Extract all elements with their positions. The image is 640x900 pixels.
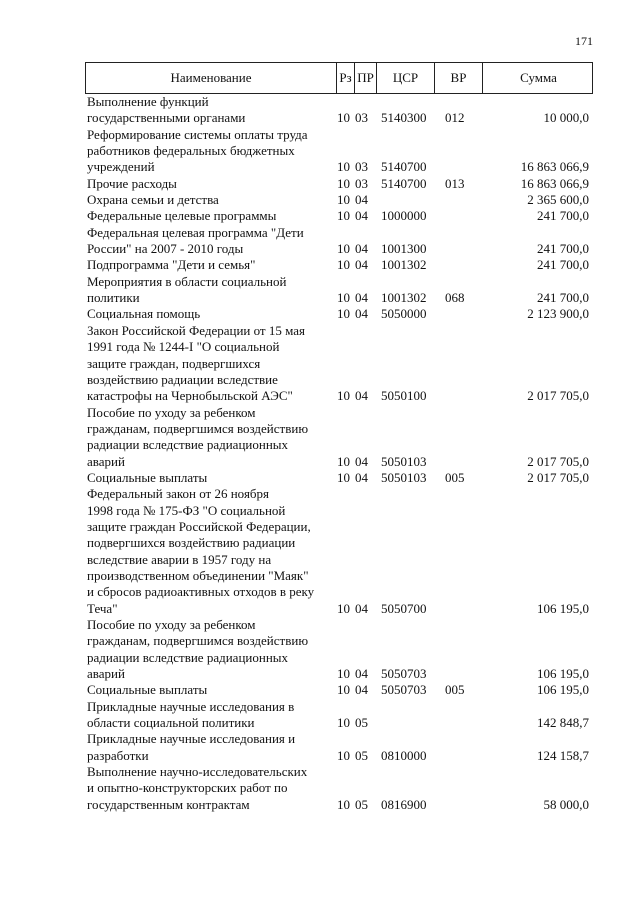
row-sum: 10 000,0 (543, 110, 589, 126)
row-pr: 04 (355, 192, 368, 208)
header-pr: ПР (354, 63, 376, 93)
row-name-line: Федеральная целевая программа "Дети (87, 224, 304, 240)
table-body (85, 94, 593, 813)
row-sum: 2 365 600,0 (527, 192, 589, 208)
row-csr: 1001300 (381, 241, 427, 257)
row-name (85, 176, 335, 192)
row-pr: 03 (355, 110, 368, 126)
row-rz: 10 (337, 600, 350, 616)
row-sum: 106 195,0 (537, 600, 589, 616)
table-row (85, 306, 593, 322)
row-sum: 16 863 066,9 (520, 175, 589, 191)
row-name-line: Реформирование системы оплаты труда (87, 126, 308, 142)
row-csr: 1000000 (381, 208, 427, 224)
row-vr: 005 (445, 682, 465, 698)
row-name (85, 405, 335, 470)
row-csr: 5050103 (381, 469, 427, 485)
row-name-line: Подпрограмма "Дети и семья" (87, 257, 256, 273)
table-row (85, 257, 593, 273)
row-name-line: России" на 2007 - 2010 годы (87, 241, 244, 257)
row-vr: 013 (445, 175, 465, 191)
row-name (85, 764, 335, 813)
table-row (85, 192, 593, 208)
row-name-line: производственном объединении "Маяк" (87, 567, 309, 583)
row-name-line: Прочие расходы (87, 175, 177, 191)
row-pr: 04 (355, 469, 368, 485)
row-name-line: Охрана семьи и детства (87, 192, 219, 208)
row-vr: 068 (445, 290, 465, 306)
row-rz: 10 (337, 290, 350, 306)
row-csr: 5050700 (381, 600, 427, 616)
row-sum: 241 700,0 (537, 241, 589, 257)
row-csr: 1001302 (381, 290, 427, 306)
row-csr: 5140300 (381, 110, 427, 126)
row-name-line: аварий (87, 453, 125, 469)
row-name (85, 257, 335, 273)
row-name (85, 225, 335, 258)
row-name-line: Социальные выплаты (87, 469, 208, 485)
row-rz: 10 (337, 453, 350, 469)
row-name-line: Федеральный закон от 26 ноября (87, 486, 270, 502)
row-name (85, 486, 335, 617)
row-name (85, 274, 335, 307)
row-rz: 10 (337, 159, 350, 175)
row-name-line: воздействию радиации вследствие (87, 371, 278, 387)
row-name-line: области социальной политики (87, 715, 255, 731)
row-pr: 05 (355, 796, 368, 812)
row-sum: 241 700,0 (537, 208, 589, 224)
row-name-line: Прикладные научные исследования и (87, 731, 296, 747)
row-name-line: Пособие по уходу за ребенком (87, 617, 256, 632)
header-csr: ЦСР (376, 63, 434, 93)
row-rz: 10 (337, 241, 350, 257)
header-rz: Рз (336, 63, 354, 93)
row-name (85, 699, 335, 732)
row-name-line: Мероприятия в области социальной (87, 273, 287, 289)
row-name-line: государственным контрактам (87, 796, 250, 812)
row-name (85, 617, 335, 682)
row-name-line: Федеральные целевые программы (87, 208, 277, 224)
row-rz: 10 (337, 682, 350, 698)
row-sum: 2 017 705,0 (527, 453, 589, 469)
row-name-line: Пособие по уходу за ребенком (87, 404, 256, 420)
row-pr: 04 (355, 241, 368, 257)
table-row (85, 208, 593, 224)
row-rz: 10 (337, 388, 350, 404)
row-pr: 04 (355, 453, 368, 469)
row-name-line: политики (87, 290, 140, 306)
table-row (85, 486, 593, 617)
row-name-line: учреждений (87, 159, 155, 175)
row-csr: 5050703 (381, 666, 427, 682)
row-name-line: Закон Российской Федерации от 15 мая (87, 322, 306, 338)
row-csr: 5140700 (381, 159, 427, 175)
row-pr: 04 (355, 208, 368, 224)
row-name-line: гражданам, подвергшимся воздействию (87, 420, 309, 436)
row-csr: 5140700 (381, 175, 427, 191)
row-csr: 0816900 (381, 796, 427, 812)
row-name (85, 470, 335, 486)
row-sum: 106 195,0 (537, 666, 589, 682)
row-rz: 10 (337, 192, 350, 208)
table-row (85, 470, 593, 486)
table-row (85, 764, 593, 813)
row-rz: 10 (337, 175, 350, 191)
row-rz: 10 (337, 257, 350, 273)
row-rz: 10 (337, 469, 350, 485)
header-sum: Сумма (482, 63, 594, 93)
row-sum: 16 863 066,9 (520, 159, 589, 175)
row-csr: 0810000 (381, 747, 427, 763)
row-rz: 10 (337, 715, 350, 731)
table-row (85, 274, 593, 307)
row-name-line: гражданам, подвергшимся воздействию (87, 633, 309, 649)
budget-table (85, 62, 593, 813)
table-row (85, 94, 593, 127)
row-name-line: защите граждан, подвергшихся (87, 355, 261, 371)
row-sum: 58 000,0 (543, 796, 589, 812)
row-sum: 2 017 705,0 (527, 469, 589, 485)
row-name (85, 208, 335, 224)
row-vr: 005 (445, 469, 465, 485)
row-csr: 5050103 (381, 453, 427, 469)
row-name (85, 682, 335, 698)
row-sum: 2 017 705,0 (527, 388, 589, 404)
row-pr: 04 (355, 290, 368, 306)
table-row (85, 225, 593, 258)
row-rz: 10 (337, 306, 350, 322)
row-name-line: работников федеральных бюджетных (87, 143, 295, 159)
row-pr: 04 (355, 666, 368, 682)
row-sum: 142 848,7 (537, 715, 589, 731)
table-row (85, 731, 593, 764)
table-row (85, 682, 593, 698)
row-name-line: вследствие аварии в 1957 году на (87, 551, 272, 567)
row-name-line: разработки (87, 747, 149, 763)
row-name-line: аварий (87, 666, 125, 682)
row-pr: 04 (355, 306, 368, 322)
row-pr: 03 (355, 159, 368, 175)
row-pr: 04 (355, 600, 368, 616)
row-sum: 241 700,0 (537, 257, 589, 273)
row-name (85, 127, 335, 176)
row-sum: 2 123 900,0 (527, 306, 589, 322)
row-rz: 10 (337, 208, 350, 224)
row-name-line: радиации вследствие радиационных (87, 649, 289, 665)
row-name-line: Выполнение функций (87, 94, 209, 109)
row-sum: 106 195,0 (537, 682, 589, 698)
row-name (85, 306, 335, 322)
row-name-line: государственными органами (87, 110, 246, 126)
row-name (85, 94, 335, 127)
row-rz: 10 (337, 796, 350, 812)
row-rz: 10 (337, 747, 350, 763)
row-csr: 5050703 (381, 682, 427, 698)
row-name-line: Выполнение научно-исследовательских (87, 764, 308, 780)
row-pr: 04 (355, 257, 368, 273)
row-pr: 04 (355, 388, 368, 404)
table-row (85, 699, 593, 732)
row-name-line: Теча" (87, 600, 118, 616)
row-name-line: и сбросов радиоактивных отходов в реку (87, 584, 315, 600)
row-name-line: 1998 года № 175-ФЗ "О социальной (87, 502, 286, 518)
row-pr: 04 (355, 682, 368, 698)
row-rz: 10 (337, 666, 350, 682)
row-csr: 5050000 (381, 306, 427, 322)
row-name-line: 1991 года № 1244-I "О социальной (87, 339, 280, 355)
page-number: 171 (575, 34, 593, 48)
row-sum: 124 158,7 (537, 747, 589, 763)
row-name-line: Социальная помощь (87, 306, 201, 322)
row-vr: 012 (445, 110, 465, 126)
table-row (85, 617, 593, 682)
row-name-line: катастрофы на Чернобыльской АЭС" (87, 388, 293, 404)
row-name (85, 323, 335, 405)
row-name-line: защите граждан Российской Федерации, (87, 518, 311, 534)
row-name-line: Социальные выплаты (87, 682, 208, 698)
table-header (85, 62, 593, 94)
table-row (85, 176, 593, 192)
row-sum: 241 700,0 (537, 290, 589, 306)
row-name-line: Прикладные научные исследования в (87, 698, 295, 714)
table-row (85, 323, 593, 405)
row-name (85, 192, 335, 208)
table-row (85, 405, 593, 470)
row-pr: 05 (355, 715, 368, 731)
row-csr: 5050100 (381, 388, 427, 404)
row-pr: 03 (355, 175, 368, 191)
row-name-line: и опытно-конструкторских работ по (87, 780, 288, 796)
row-rz: 10 (337, 110, 350, 126)
row-name-line: подвергшихся воздействию радиации (87, 535, 296, 551)
row-pr: 05 (355, 747, 368, 763)
row-name-line: радиации вследствие радиационных (87, 437, 289, 453)
table-row (85, 127, 593, 176)
header-name: Наименование (170, 69, 252, 85)
header-vr: ВР (434, 63, 482, 93)
row-name (85, 731, 335, 764)
row-csr: 1001302 (381, 257, 427, 273)
